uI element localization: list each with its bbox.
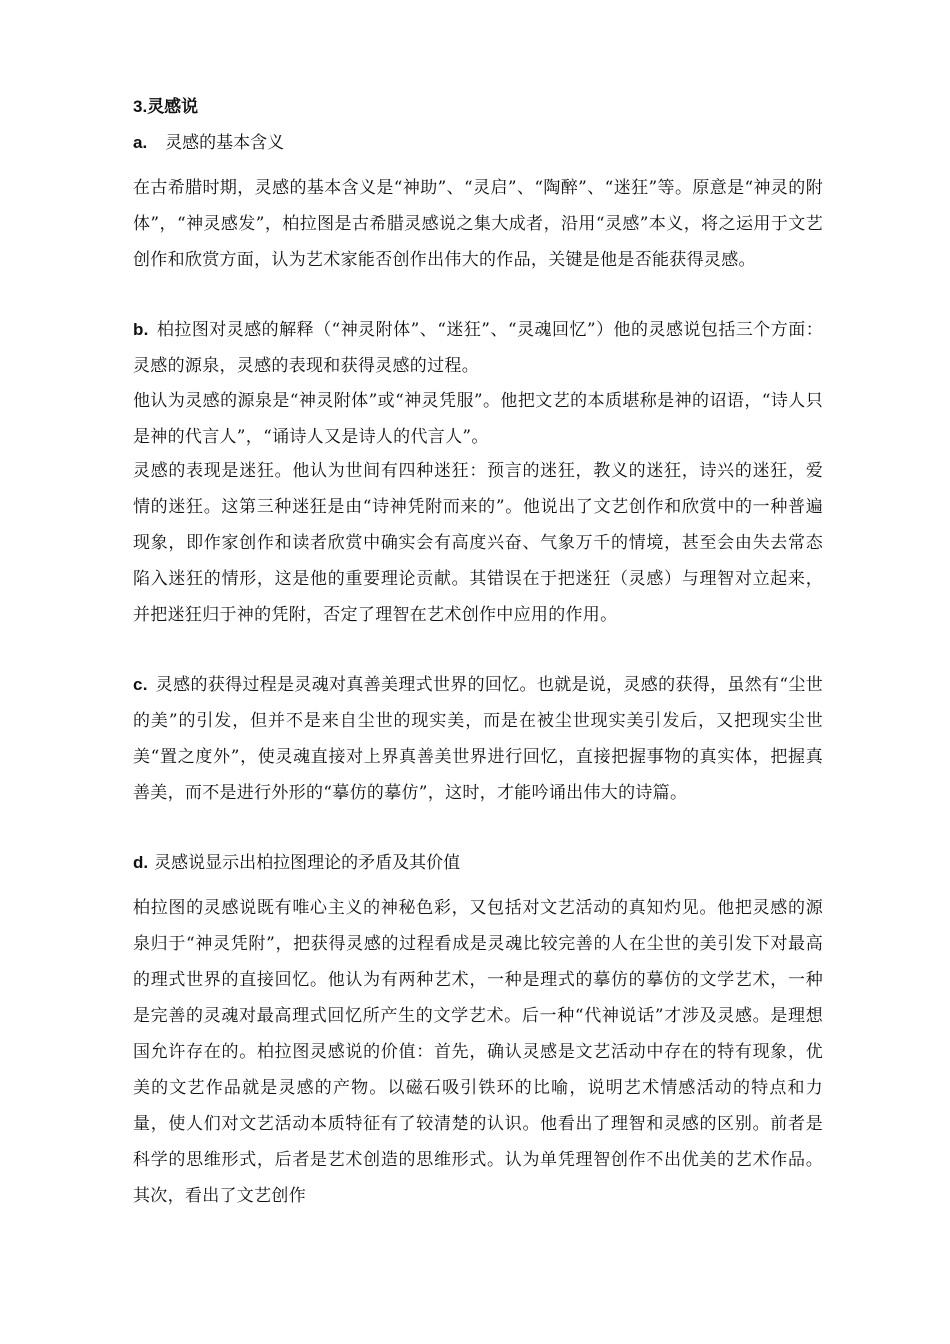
- paragraph-b-text: 柏拉图对灵感的解释（“神灵附体”、“迷狂”、“灵魂回忆”）他的灵感说包括三个方面：灵感的源泉，灵感的表现和获得灵感的过程。: [133, 320, 823, 376]
- paragraph-c: [133, 667, 823, 811]
- paragraph-b-intro: [133, 312, 823, 384]
- paragraph-b-madness: 灵感的表现是迷狂。他认为世间有四种迷狂：预言的迷狂，教义的迷狂，诗兴的迷狂，爱情的迷狂。这第三种迷狂是由“诗神凭附而来的”。他说出了文艺创作和欣赏中的一种普遍现象，即作家创作和读者欣赏中确实会有高度兴奋、气象万千的情境，甚至会由失去常态陷入迷狂的情形，这是他的重要理论贡献。其错误在于把迷狂（灵感）与理智对立起来，并把迷狂归于神的凭附，否定了理智在艺术创作中应用的作用。: [133, 461, 823, 625]
- paragraph-b-source: 他认为灵感的源泉是“神灵附体”或“神灵凭服”。他把文艺的本质堪称是神的诏语，“诗人只是神的代言人”，“诵诗人又是诗人的代言人”。: [133, 391, 823, 447]
- paragraph-d-body: 柏拉图的灵感说既有唯心主义的神秘色彩，又包括对文艺活动的真知灼见。他把灵感的源泉归于“神灵凭附”，把获得灵感的过程看成是灵魂比较完善的人在尘世的美引发下对最高的理式世界的直接回忆。他认为有两种艺术，一种是理式的摹仿的摹仿的文学艺术，一种是完善的灵魂对最高理式回忆所产生的文学艺术。后一种“代神说话”才涉及灵感。是理想国允许存在的。柏拉图灵感说的价值：首先，确认灵感是文艺活动中存在的特有现象，优美的文艺作品就是灵感的产物。以磁石吸引铁环的比喻，说明艺术情感活动的特点和力量，使人们对文艺活动本质特征有了较清楚的认识。他看出了理智和灵感的区别。前者是科学的思维形式，后者是艺术创造的思维形式。认为单凭理智创作不出优美的艺术作品。其次，看出了文艺创作: [133, 898, 823, 1206]
- subheading-d-marker: d.: [133, 853, 149, 872]
- paragraph-c-text: 灵感的获得过程是灵魂对真善美理式世界的回忆。也就是说，灵感的获得，虽然有“尘世的美”的引发，但并不是来自尘世的现实美，而是在被尘世现实美引发后，又把现实尘世美“置之度外”，使灵魂直接对上界真善美世界进行回忆，直接把握事物的真实体，把握真善美，而不是进行外形的“摹仿的摹仿”，这时，才能吟诵出伟大的诗篇。: [133, 675, 823, 803]
- section-heading: [133, 94, 198, 120]
- paragraph-a-body: 在古希腊时期，灵感的基本含义是“神助”、“灵启”、“陶醉”、“迷狂”等。原意是“神灵的附体”，“神灵感发”，柏拉图是古希腊灵感说之集大成者，沿用“灵感”本义，将之运用于文艺创作和欣赏方面，认为艺术家能否创作出伟大的作品，关键是他是否能获得灵感。: [133, 178, 823, 270]
- subheading-a: [133, 130, 284, 156]
- paragraph-c-marker: c.: [133, 675, 148, 694]
- subheading-d: [133, 850, 460, 876]
- paragraph-b-marker: b.: [133, 320, 149, 339]
- subheading-a-title: 灵感的基本含义: [165, 133, 285, 153]
- subheading-a-marker: a.: [133, 133, 148, 152]
- subheading-d-title: 灵感说显示出柏拉图理论的矛盾及其价值: [154, 853, 461, 873]
- section-title: 灵感说: [147, 97, 199, 117]
- section-number: 3.: [133, 97, 148, 116]
